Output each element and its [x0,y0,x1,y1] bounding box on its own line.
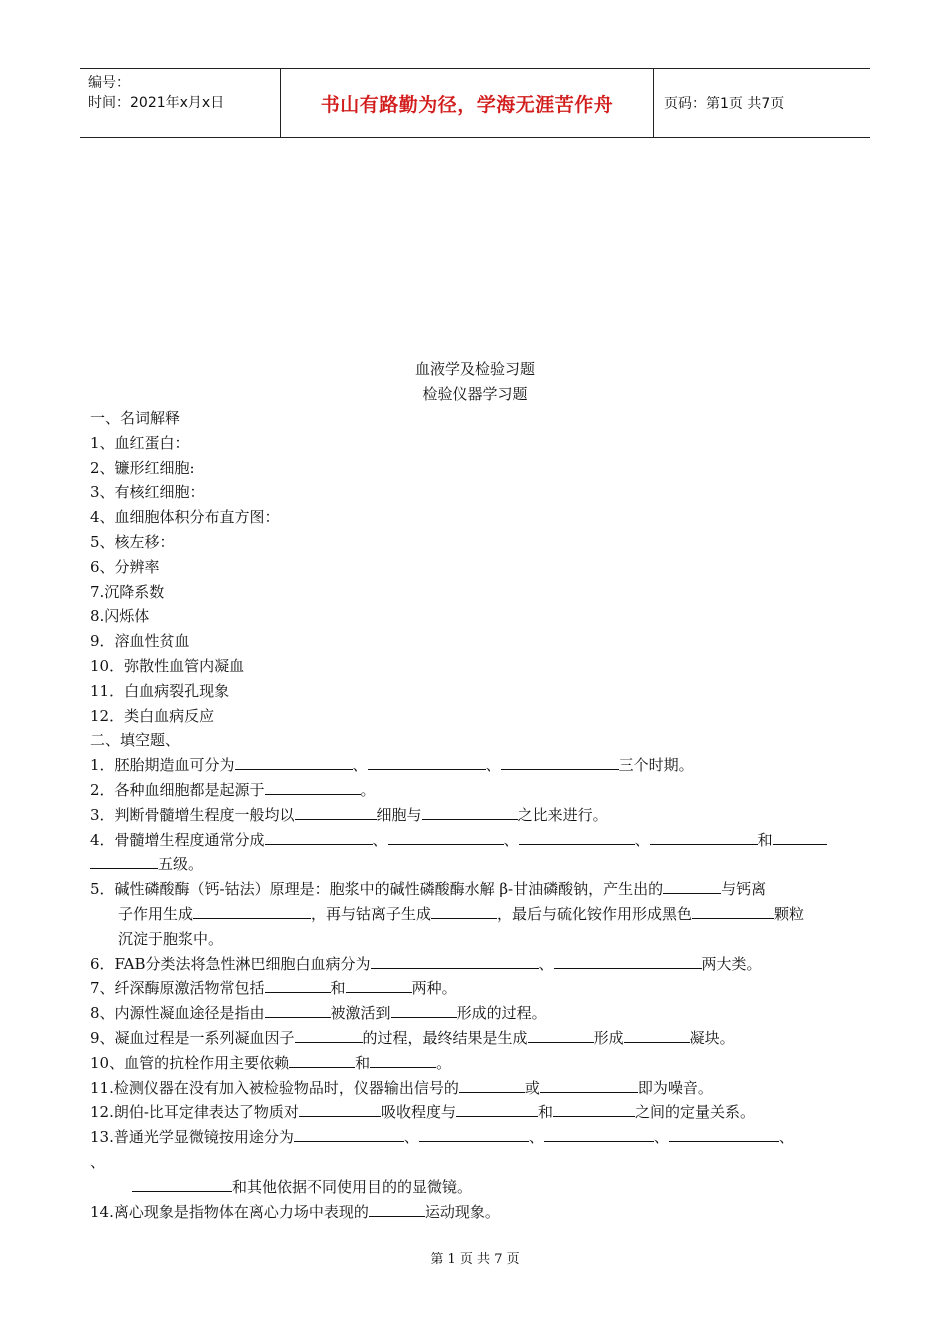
question-4 [90,828,862,853]
question-5-end [90,927,862,952]
question-text: 吸收程度与 [380,1103,456,1122]
answer-blank[interactable] [265,978,331,993]
question-text: 、 [634,830,650,849]
exercise-content [90,406,862,1224]
term-item: 9．溶血性贫血 [90,632,190,651]
term-item: 4、血细胞体积分布直方图： [90,508,280,527]
question-text: 和其他依据不同使用目的的显微镜。 [232,1177,473,1196]
answer-blank[interactable] [346,978,412,993]
header-motto: 书山有路勤为径，学海无涯苦作舟 [281,69,654,137]
term-item: 10．弥散性血管内凝血 [90,656,245,675]
question-text: 颗粒 [774,904,805,923]
question-text: 、 [372,830,388,849]
answer-blank[interactable] [501,755,619,770]
question-6 [90,952,862,977]
answer-blank[interactable] [553,1102,635,1117]
term-item: 8.闪烁体 [90,607,150,626]
question-text: 7、纤深酶原激活物常包括 [90,979,265,998]
answer-blank[interactable] [265,780,361,795]
answer-blank[interactable] [419,1127,529,1142]
question-text: 、 [538,954,554,973]
answer-blank[interactable] [554,954,702,969]
question-12 [90,1100,862,1125]
question-text: 形成 [593,1028,624,1047]
question-text: 两种。 [411,979,457,998]
question-text: 运动现象。 [424,1202,500,1221]
document-subtitle: 检验仪器学习题 [422,385,528,403]
question-7 [90,976,862,1001]
answer-blank[interactable] [773,830,827,845]
answer-blank[interactable] [371,954,539,969]
question-2 [90,778,862,803]
question-text: 、 [503,830,519,849]
question-13 [90,1125,862,1150]
answer-blank[interactable] [459,1078,525,1093]
term-item: 12．类白血病反应 [90,706,215,725]
answer-blank[interactable] [368,755,486,770]
answer-blank[interactable] [692,904,774,919]
question-9 [90,1026,862,1051]
question-text: 沉淀于胞浆中。 [118,929,224,948]
question-text: ，最后与硫化铵作用形成黑色 [497,904,693,923]
page-footer: 第 1 页 共 7 页 [430,1252,520,1267]
question-text: 和 [355,1053,371,1072]
question-3 [90,803,862,828]
answer-blank[interactable] [235,755,353,770]
question-text: 两大类。 [701,954,762,973]
answer-blank[interactable] [456,1102,538,1117]
question-13-cont [90,1150,862,1175]
answer-blank[interactable] [369,1202,425,1217]
answer-blank[interactable] [295,805,377,820]
question-text: 五级。 [158,855,204,874]
answer-blank[interactable] [193,904,311,919]
question-text: 被激活到 [330,1004,391,1023]
question-text: ，再与钴离子生成 [311,904,432,923]
question-text: 、 [90,1152,106,1171]
question-text: 。 [360,780,376,799]
question-text: 之间的定量关系。 [634,1103,755,1122]
answer-blank[interactable] [544,1127,654,1142]
answer-blank[interactable] [90,854,158,869]
question-text: 或 [524,1078,540,1097]
question-text: 5．碱性磷酸酶（钙-钴法）原理是：胞浆中的碱性磷酸酶水解 β-甘油磷酸钠，产生出的 [90,880,664,899]
question-text: 14.离心现象是指物体在离心力场中表现的 [90,1202,369,1221]
question-text: 1．胚胎期造血可分为 [90,756,235,775]
answer-blank[interactable] [388,830,504,845]
answer-blank[interactable] [422,805,518,820]
answer-blank[interactable] [540,1078,638,1093]
answer-blank[interactable] [299,1102,381,1117]
term-list [90,431,862,729]
answer-blank[interactable] [132,1177,232,1192]
section1-heading: 一、名词解释 [90,409,181,427]
question-text: 三个时期。 [618,756,694,775]
question-text: 、 [653,1128,669,1147]
question-text: 之比来进行。 [517,805,608,824]
question-4-cont [90,852,862,877]
header-meta [80,69,281,137]
question-text: 和 [757,830,773,849]
question-13-end [90,1175,862,1200]
answer-blank[interactable] [663,879,721,894]
answer-blank[interactable] [391,1003,457,1018]
question-8 [90,1001,862,1026]
question-text: 10、血管的抗栓作用主要依赖 [90,1053,290,1072]
question-text: 13.普通光学显微镜按用途分为 [90,1128,294,1147]
question-text: 子作用生成 [118,904,194,923]
question-text: 、 [778,1128,794,1147]
question-text: 、 [352,756,368,775]
section2-heading: 二、填空题、 [90,731,181,750]
question-text: 2．各种血细胞都是起源于 [90,780,265,799]
answer-blank[interactable] [289,1053,355,1068]
question-text: 。 [436,1053,452,1072]
answer-blank[interactable] [294,1127,404,1142]
question-text: 8、内源性凝血途径是指由 [90,1004,265,1023]
question-text: 凝块。 [689,1028,735,1047]
question-10 [90,1051,862,1076]
question-text: 和 [330,979,346,998]
question-text: 6．FAB分类法将急性淋巴细胞白血病分为 [90,954,371,973]
term-item: 11．白血病裂孔现象 [90,681,230,700]
answer-blank[interactable] [528,1028,594,1043]
question-text: 、 [485,756,501,775]
answer-blank[interactable] [370,1053,436,1068]
answer-blank[interactable] [295,1028,363,1043]
question-text: 与钙离 [721,880,767,899]
answer-blank[interactable] [624,1028,690,1043]
document-title: 血液学及检验习题 [414,360,535,378]
term-item: 6、分辨率 [90,557,160,576]
question-text: 4．骨髓增生程度通常分成 [90,830,265,849]
page-header [80,68,870,138]
answer-blank[interactable] [669,1127,779,1142]
date-label: 时间：2021年x月x日 [88,95,225,111]
answer-blank[interactable] [519,830,635,845]
question-5 [90,877,862,902]
question-14 [90,1200,862,1225]
header-page-info: 页码：第1页 共7页 [664,96,785,112]
answer-blank[interactable] [431,904,497,919]
question-text: 12.朗伯-比耳定律表达了物质对 [90,1103,299,1122]
answer-blank[interactable] [265,830,373,845]
number-label: 编号： [88,75,130,91]
term-item: 3、有核红细胞： [90,483,205,502]
answer-blank[interactable] [650,830,758,845]
question-text: 和 [537,1103,553,1122]
question-text: 的过程，最终结果是生成 [362,1028,528,1047]
question-5-cont [90,902,862,927]
question-text: 、 [403,1128,419,1147]
answer-blank[interactable] [265,1003,331,1018]
term-item: 7.沉降系数 [90,582,165,601]
question-text: 即为噪音。 [637,1078,713,1097]
question-text: 9、凝血过程是一系列凝血因子 [90,1028,295,1047]
question-1 [90,753,862,778]
question-11 [90,1076,862,1101]
term-item: 2、镰形红细胞: [90,458,195,477]
question-text: 形成的过程。 [456,1004,547,1023]
question-text: 、 [528,1128,544,1147]
term-item: 5、核左移： [90,532,175,551]
question-text: 11.检测仪器在没有加入被检验物品时，仪器输出信号的 [90,1078,459,1097]
question-text: 3．判断骨髓增生程度一般均以 [90,805,295,824]
question-text: 细胞与 [376,805,422,824]
term-item: 1、血红蛋白： [90,433,190,452]
